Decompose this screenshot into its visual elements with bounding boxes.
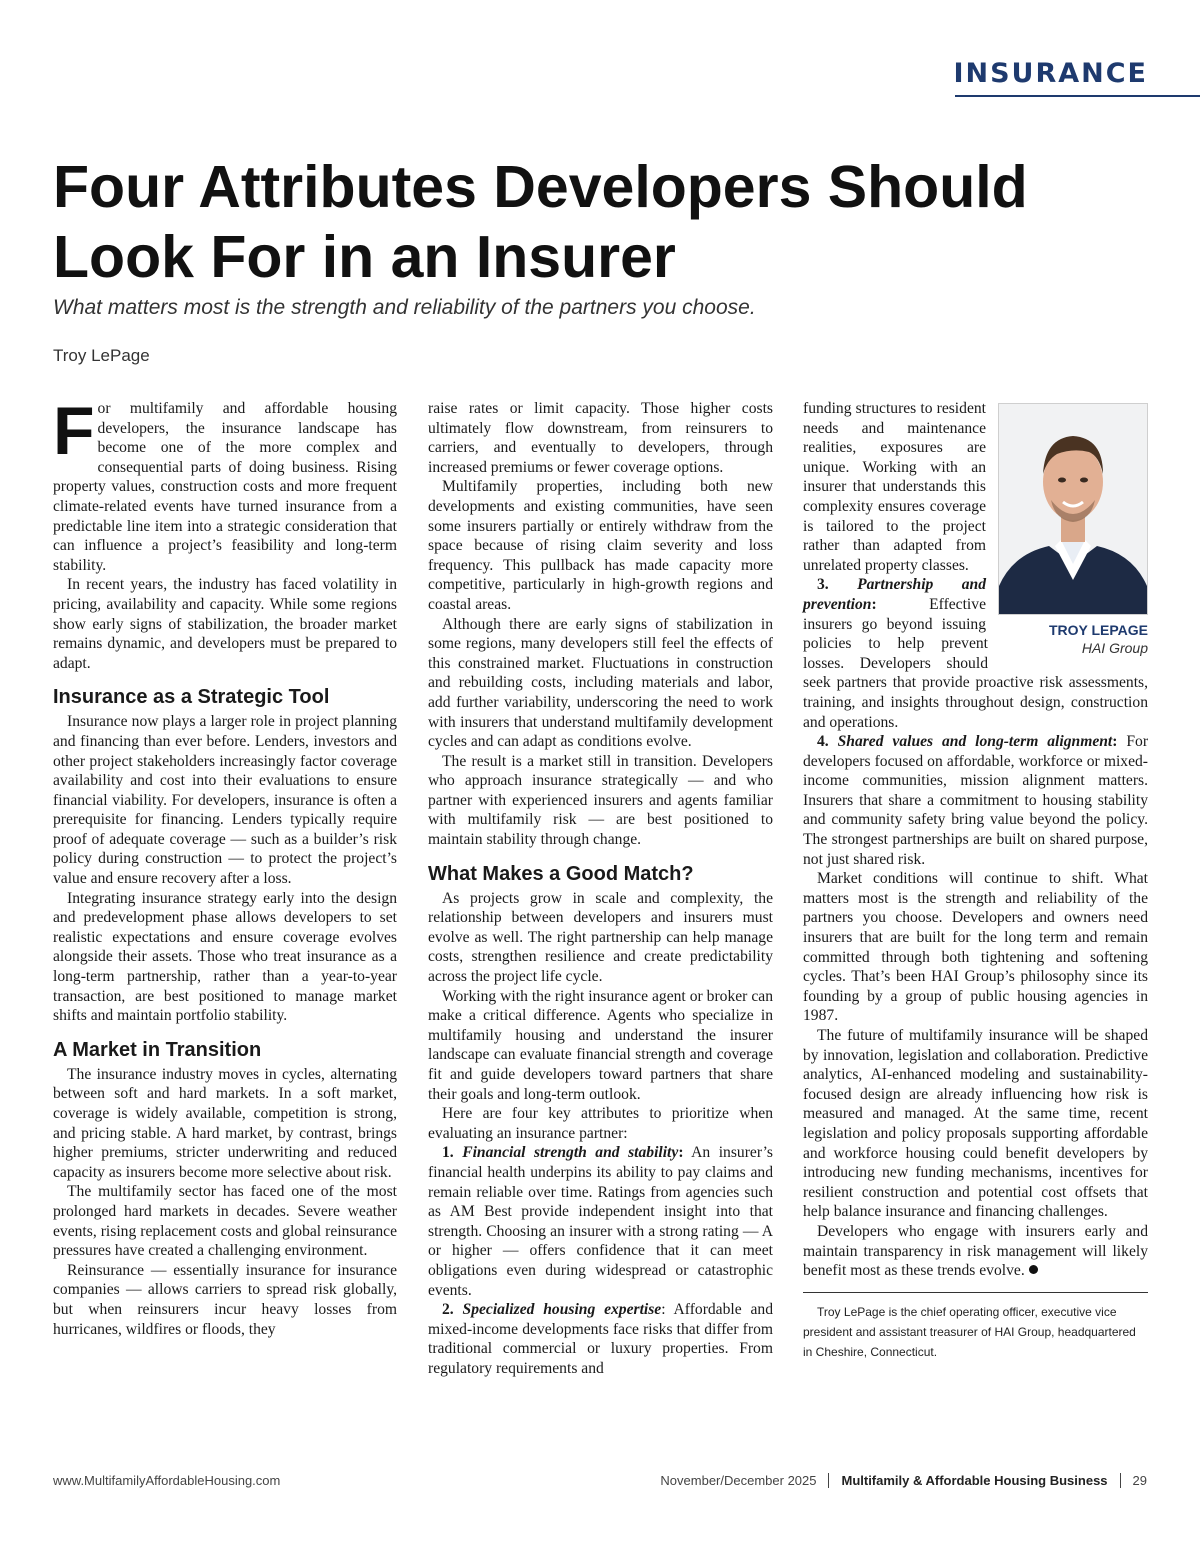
subhead-market-transition: A Market in Transition [53,1038,262,1061]
paragraph: raise rates or limit capacity. Those higher costs ultimately flow downstream, from reinsurers to carriers, and eventually to developers, through increased premiums or fewer coverage options. [428,400,773,476]
portrait-image [999,404,1147,614]
paragraph: Multifamily properties, including both new developments and existing communities, have seen some insurers partially or entirely withdraw from the space because of rising claim severity and loss frequency. This pullback has made capacity more competitive, particularly in high-growth regions and coastal areas. [428,478,773,613]
attribute-number: 2. [442,1301,454,1319]
attribute-title: Shared values and long-term alignment [837,733,1113,751]
paragraph: As projects grow in scale and complexity, the relationship between developers and insurers must evolve as well. The right partnership can help manage costs, strengthen resilience and create predictability across the project life cycle. [428,889,773,986]
footer-separator [1120,1473,1121,1488]
author-photo [998,403,1148,615]
footer-folio [660,1473,1147,1488]
author-byline: Troy LePage [53,346,150,365]
paragraph: Integrating insurance strategy early into the design and predevelopment phase allows developers to set realistic expectations and ensure coverage evolves alongside their assets. Those who treat insurance as a long-term partnership, rather than a year-to-year transaction, are best positioned to manage market shifts and maintain portfolio stability. [53,889,397,1025]
attribute-1: 1. Financial strength and stability: An insurer’s financial health underpins its ability to pay claims and remain reliable over time. Ratings from agencies such as AM Best provide independent insight into that strength. Choosing an insurer with a strong rating — A or higher — offers confidence that it can meet obligations even during widespread or catastrophic events. [428,1144,773,1299]
paragraph: Reinsurance — essentially insurance for insurance companies — allows carriers to spread risk globally, but when reinsurers incur heavy losses from hurricanes, wildfires or floods, they [53,1261,397,1338]
footer-publication: Multifamily & Affordable Housing Business [841,1473,1108,1488]
attribute-text: For developers focused on affordable, workforce or mixed-income communities, mission alignment matters. Insurers that share a commitment to housing stability and community safety bring value beyond the policy. The strongest partnerships are built on shared purpose, not just shared risk. [803,733,1149,868]
paragraph: The future of multifamily insurance will be shaped by innovation, legislation and collaboration. Predictive analytics, AI-enhanced modeling and sustainability-focused design are already influencing how risk is measured and managed. At the same time, recent legislation and policy proposals supporting affordable and workforce housing could benefit developers by introducing new funding mechanisms, incentives for resilient construction and potential cost offsets that help balance insurance and financing challenges. [803,1027,1148,1221]
paragraph: The result is a market still in transition. Developers who approach insurance strategically — and who partner with experienced insurers and agents familiar with multifamily risk — are best positioned to maintain stability through change. [428,752,773,849]
drop-cap: F [53,393,95,469]
end-mark-icon [1029,1265,1038,1274]
paragraph: In recent years, the industry has faced volatility in pricing, availability and capacity. While some regions show early signs of stabilization, the broader market remains dynamic, and developers must be prepared to adapt. [53,576,397,672]
closing-text: Developers who engage with insurers early and maintain transparency in risk management will likely benefit most as these trends evolve. [803,1222,1148,1280]
attribute-4: 4. Shared values and long-term alignment: For developers focused on affordable, workforce or mixed-income communities, mission alignment matters. Insurers that share a commitment to housing stability and community safety bring value beyond the policy. The strongest partnerships are built on shared purpose, not just shared risk. [803,733,1149,868]
headline: Four Attributes Developers Should Look For in an Insurer [53,154,1028,290]
paragraph: The multifamily sector has faced one of the most prolonged hard markets in decades. Severe weather events, rising replacement costs and global reinsurance pressures have created a challenging environment. [53,1183,397,1260]
attribute-title: Partnership and prevention [803,576,986,613]
article-column-1 [53,393,397,1339]
intro-paragraph [53,393,397,575]
paragraph: funding structures to resident needs and maintenance realities, exposures are unique. Working with an insurer that understands this complexity ensures coverage is tailored to the project rather than adapted from unrelated property classes. [803,400,986,574]
attribute-title: Financial strength and stability [462,1144,679,1162]
footer-separator [828,1473,829,1488]
paragraph: Market conditions will continue to shift. What matters most is the strength and reliability of the partners you choose. Developers and owners need insurers that are built for the long term and remain committed through both tightening and softening cycles. That’s been HAI Group’s philosophy since its founding by a group of public housing agencies in 1987. [803,870,1148,1025]
footer-website[interactable]: www.MultifamilyAffordableHousing.com [53,1473,281,1488]
caption-name: TROY LEPAGE [1048,622,1148,638]
subhead-strategic-tool: Insurance as a Strategic Tool [53,686,330,709]
attribute-text: Affordable and mixed-income developments face risks that differ from traditional commercial or luxury properties. From regulatory requirements and [428,1301,773,1377]
article-column-3 [803,399,1148,1362]
attribute-number: 1. [442,1144,454,1162]
attribute-text: Effective insurers go beyond issuing policies to help prevent losses. Developers should seek partners that provide proactive risk assessments, training, and insights throughout design, construction and operations. [803,595,1148,731]
paragraph: Working with the right insurance agent or broker can make a critical difference. Agents who specialize in multifamily housing and understand the insurer landscape can evaluate financial strength and coverage fit and guide developers toward partners that share their goals and long-term outlook. [428,987,773,1103]
attribute-number: 3. [817,576,829,594]
page-number: 29 [1132,1473,1147,1488]
closing-paragraph [803,1222,1148,1281]
intro-text: or multifamily and affordable housing developers, the insurance landscape has become one of the more complex and consequential parts of doing business. Rising property values, construction costs and more frequent climate-related events have turned insurance from a predictable line item into a strategic consideration that can influence a project’s feasibility and long-term stability. [53,400,397,574]
attribute-2: 2. Specialized housing expertise: Affordable and mixed-income developments face risks that differ from traditional commercial or luxury properties. From regulatory requirements and [428,1301,773,1377]
attribute-number: 4. [817,733,829,751]
paragraph: Although there are early signs of stabilization in some regions, many developers still feel the effects of this constrained market. Fluctuations in construction and rebuilding costs, including materials and labor, add further variability, underscoring the need to work with insurers that understand multifamily development cycles and can adapt as conditions evolve. [428,615,773,751]
paragraph: The insurance industry moves in cycles, alternating between soft and hard markets. In a soft market, coverage is widely available, competition is strong, and pricing stable. A hard market, by contrast, brings higher premiums, stricter underwriting and reduced capacity as insurers become more selective about risk. [53,1065,397,1181]
attribute-3: 3. Partnership and prevention: Effective insurers go beyond issuing policies to help prevent losses. Developers should seek partners that provide proactive risk assessments, training, and insights throughout design, construction and operations. [803,576,1148,731]
paragraph: Here are four key attributes to prioritize when evaluating an insurance partner: [428,1105,773,1142]
attribute-title: Specialized housing expertise [462,1301,662,1319]
footer-issue: November/December 2025 [660,1473,817,1488]
subhead-good-match: What Makes a Good Match? [428,862,694,885]
paragraph: Insurance now plays a larger role in project planning and financing than ever before. Lenders, investors and other project stakeholders increasingly factor coverage availability and cost into their evaluations to ensure financial viability. For developers, insurance is often a prerequisite for financing. Lenders typically require proof of adequate coverage — such as a builder’s risk policy during construction — to protect the project’s value and ensure recovery after a loss. [53,713,397,888]
bio-divider [803,1292,1148,1293]
article-column-2 [428,399,773,1379]
author-bio: Troy LePage is the chief operating officer, executive vice president and assistant treasurer of HAI Group, headquartered in Cheshire, Connecticut. [803,1304,1136,1359]
photo-caption [1000,621,1148,657]
attribute-text: An insurer’s financial health underpins its ability to pay claims and remain reliable over time. Ratings from agencies such as AM Best provide independent insight into that strength. Choosing an insurer with a strong rating — A or higher — offers confidence that it can meet obligations even during widespread or catastrophic events. [428,1144,773,1299]
section-tag: INSURANCE [953,58,1148,89]
section-rule [955,95,1200,97]
deck: What matters most is the strength and reliability of the partners you choose. [53,296,756,319]
caption-organization: HAI Group [1081,640,1148,656]
